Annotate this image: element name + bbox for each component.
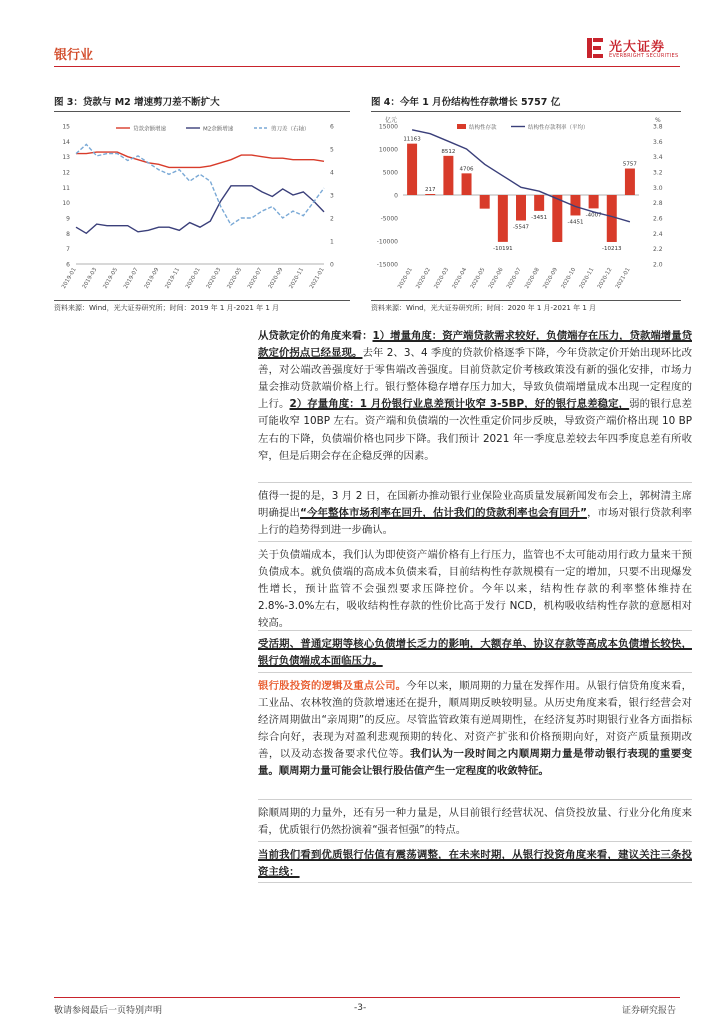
y-right-tick-label: 4	[330, 169, 334, 177]
separator-line	[258, 882, 692, 883]
footer-report-type: 证券研究报告	[622, 1006, 677, 1016]
y-right-tick-label: 3	[330, 192, 334, 200]
x-tick-label: 2019-05	[102, 267, 120, 290]
legend-label: 结构性存款	[469, 125, 497, 131]
y-right-tick-label: 1	[330, 238, 334, 246]
x-tick-label: 2020-11	[288, 267, 306, 290]
x-tick-label: 2020-04	[451, 267, 469, 290]
y-left-tick-label: 15000	[378, 123, 398, 131]
y-left-tick-label: 9	[66, 215, 70, 223]
deposit-bar	[462, 173, 472, 195]
bar-data-label: 4706	[459, 166, 474, 173]
x-tick-label: 2020-05	[469, 267, 487, 290]
figure-4-top-rule	[371, 111, 681, 112]
bar-data-label: -5547	[513, 224, 529, 231]
y-left-tick-label: 10	[62, 200, 70, 208]
y-right-tick-label: 3.8	[653, 123, 663, 131]
bar-data-label: -3451	[531, 214, 548, 221]
paragraph-investment-logic: 银行股投资的逻辑及重点公司。今年以来，顺周期的力量在发挥作用。从银行信贷角度来看，工业品、农林牧渔的贷款增速还在提升，顺周期反映较明显。从历史角度来看，银行经营会对经济周期做出“亲周期”的反应。尽管监管政策有逆周期性，在经济复苏时期银行业各方面指标综合向好，表现为对盈利悲观预期的转化、对资产扩张和价格预期向好，对资产质量预期改善，以及动态拨备要求代位等。我们认为一段时间之内顺周期力量是带动银行表现的重要变量。顺周期力量可能会让银行股估值产生一定程度的收敛特征。	[258, 680, 693, 778]
separator-line	[258, 482, 692, 483]
paragraph-liability-cost: 关于负债端成本，我们认为即使资产端价格有上行压力，监管也不太可能动用行政力量来干预负债成本。就负债端的高成本负债来看，目前结构性存款规模有一定的增加，只要不出现爆发性增长，预计监管不会强烈要求压降控价。今年以来，结构性存款的利率整体维持在 2.8%-3.0%左右，吸收结构性存款的性价比高于发行 NCD，机构吸收结构性存款的意愿相对较高。	[258, 549, 692, 630]
deposit-bar	[607, 195, 617, 242]
bar-data-label: 217	[424, 187, 436, 194]
y-right-tick-label: 2.8	[653, 200, 663, 208]
x-tick-label: 2020-06	[487, 267, 505, 290]
y-right-tick-label: 5	[330, 146, 334, 154]
x-tick-label: 2020-01	[185, 267, 202, 290]
x-tick-label: 2020-09	[267, 267, 285, 290]
figure-3-chart	[54, 114, 350, 298]
x-tick-label: 2021-01	[309, 267, 326, 290]
figure-4-source: 资料来源：Wind，光大证券研究所；时间：2020 年 1 月-2021 年 1 月	[371, 304, 597, 312]
deposit-bar	[480, 195, 490, 209]
x-tick-label: 2020-12	[596, 267, 614, 290]
y-right-unit: %	[655, 117, 661, 124]
bar-data-label: 8512	[441, 148, 456, 155]
x-tick-label: 2020-08	[524, 267, 541, 290]
logo-mark-icon	[585, 36, 605, 60]
x-tick-label: 2020-02	[415, 267, 432, 290]
company-logo	[585, 34, 685, 62]
bar-data-label: -4451	[567, 219, 584, 226]
y-right-tick-label: 2	[330, 215, 334, 223]
separator-line	[258, 630, 692, 631]
deposit-bar	[516, 195, 526, 221]
deposit-bar	[407, 144, 417, 195]
y-left-tick-label: 11	[62, 184, 70, 192]
x-tick-label: 2020-11	[578, 267, 596, 290]
footer-rule	[54, 997, 680, 998]
y-right-tick-label: 2.4	[653, 230, 663, 238]
x-tick-label: 2020-09	[542, 267, 560, 290]
separator-line	[258, 799, 692, 800]
y-left-tick-label: 0	[394, 192, 398, 200]
x-tick-label: 2019-09	[143, 267, 161, 290]
deposit-bar	[625, 169, 635, 195]
deposit-bar	[552, 195, 562, 242]
y-left-tick-label: 7	[66, 246, 70, 254]
y-right-tick-label: 0	[330, 261, 334, 269]
series-line-2	[76, 186, 324, 234]
bar-data-label: 11163	[403, 136, 421, 143]
x-tick-label: 2020-10	[560, 267, 578, 290]
x-tick-label: 2020-03	[205, 267, 223, 290]
y-left-tick-label: 12	[62, 169, 70, 177]
y-left-tick-label: 8	[66, 230, 70, 238]
figure-3-source: 资料来源：Wind，光大证券研究所；时间：2019 年 1 月-2021 年 1 月	[54, 304, 280, 312]
report-section-label: 银行业	[54, 48, 94, 63]
footer-disclaimer: 敬请参阅最后一页特别声明	[54, 1006, 163, 1016]
deposit-bar	[425, 194, 435, 195]
bar-data-label: 5757	[622, 161, 637, 168]
page-number: -3-	[354, 1003, 367, 1013]
y-left-tick-label: 10000	[378, 146, 398, 154]
series-line-1	[76, 152, 324, 167]
y-left-tick-label: -10000	[376, 238, 398, 246]
paragraph-investment-themes: 当前我们看到优质银行估值有震荡调整，在未来时期，从银行投资角度来看，建议关注三条投资主线：	[258, 849, 692, 879]
paragraph-strong-banks: 除顺周期的力量外，还有另一种力量是，从目前银行经营状况、信贷投放量、行业分化角度来看，优质银行仍然扮演着“强者恒强”的特点。	[258, 807, 692, 837]
separator-line	[258, 541, 692, 542]
x-tick-label: 2020-01	[397, 267, 414, 290]
x-tick-label: 2019-03	[81, 267, 99, 290]
paragraph-regulator-remark: 值得一提的是，3 月 2 日，在国新办推动银行业保险业高质量发展新闻发布会上，郭树清主席明确提出“今年整体市场利率在回升，估计我们的贷款利率也会有回升”，市场对银行贷款利率上行的趋势得到进一步确认。	[258, 490, 693, 537]
figure-4-title: 图 4：今年 1 月份结构性存款增长 5757 亿	[371, 97, 561, 108]
x-tick-label: 2019-07	[123, 267, 140, 290]
deposit-bar	[589, 195, 599, 208]
y-right-tick-label: 3.2	[653, 169, 663, 177]
legend-label: 结构性存款利率（平均）	[528, 125, 589, 131]
y-left-tick-label: 14	[62, 138, 70, 146]
header-rule	[54, 66, 680, 67]
figure-3-title: 图 3：贷款与 M2 增速剪刀差不断扩大	[54, 97, 220, 108]
deposit-bar	[443, 156, 453, 195]
y-left-tick-label: -15000	[376, 261, 398, 269]
y-left-tick-label: 5000	[382, 169, 398, 177]
x-tick-label: 2021-01	[614, 267, 632, 290]
separator-line	[258, 841, 692, 842]
figure-3-bottom-rule	[54, 300, 350, 301]
y-left-tick-label: 13	[62, 154, 70, 162]
y-right-tick-label: 2.0	[653, 261, 663, 269]
figure-3-top-rule	[54, 111, 350, 112]
x-tick-label: 2020-03	[433, 267, 451, 290]
legend-label: 剪刀差（右轴）	[271, 126, 310, 133]
y-left-unit: 亿元	[385, 117, 398, 124]
y-right-tick-label: 3.0	[653, 184, 663, 192]
y-right-tick-label: 6	[330, 123, 334, 131]
figure-4-bottom-rule	[371, 300, 681, 301]
separator-line	[258, 672, 692, 673]
x-tick-label: 2020-05	[226, 267, 244, 290]
y-right-tick-label: 2.6	[653, 215, 663, 223]
y-left-tick-label: 6	[66, 261, 70, 269]
x-tick-label: 2020-07	[506, 267, 523, 290]
bar-data-label: -10213	[602, 245, 622, 252]
figure-4-chart	[371, 114, 683, 298]
legend-label: 贷款余额增速	[133, 126, 167, 133]
logo-tagline: EVERBRIGHT SECURITIES	[609, 53, 679, 59]
series-line-3	[76, 144, 324, 225]
deposit-bar	[534, 195, 544, 211]
logo-name: 光大证券	[609, 40, 666, 55]
y-right-tick-label: 3.6	[653, 138, 663, 146]
paragraph-deposit-pressure: 受活期、普通定期等核心负债增长乏力的影响，大额存单、协议存款等高成本负债增长较快，银行负债端成本面临压力。	[258, 638, 692, 668]
x-tick-label: 2019-01	[61, 267, 78, 290]
x-tick-label: 2019-11	[164, 267, 182, 290]
deposit-bar	[498, 195, 508, 242]
y-left-tick-label: 15	[62, 123, 70, 131]
y-right-tick-label: 2.2	[653, 246, 663, 254]
bar-data-label: -10191	[493, 245, 513, 252]
x-tick-label: 2020-07	[247, 267, 264, 290]
bar-data-label: -4007	[585, 212, 602, 219]
y-left-tick-label: -5000	[380, 215, 398, 223]
legend-label: M2余额增速	[203, 126, 234, 133]
legend-swatch	[457, 124, 466, 129]
paragraph-loan-pricing: 从贷款定价的角度来看：1）增量角度：资产端贷款需求较好，负债端存在压力，贷款端增量贷款定价拐点已经显现。去年 2、3、4 季度的贷款价格逐季下降，今年贷款定价开始出现环比改善，对公端改善强度好于零售端改善强度。目前贷款定价考核政策没有新的强化安排，市场力量会推动贷款端价格上行。银行整体稳存增存压力加大，导致负债端增量成本出现一定程度的上行。2）存量角度：1 月份银行业息差预计收窄 3-5BP，好的银行息差稳定，弱的银行息差可能收窄 10BP 左右。资产端和负债端的一次性重定价同步反映，导致资产端价格出现 10 BP 左右的下降，负债端价格也同步下降。我们预计 2021 年一季度息差较去年四季度息差有所收窄，但是后期会存在企稳反弹的因素。	[258, 330, 693, 462]
y-right-tick-label: 3.4	[653, 154, 663, 162]
